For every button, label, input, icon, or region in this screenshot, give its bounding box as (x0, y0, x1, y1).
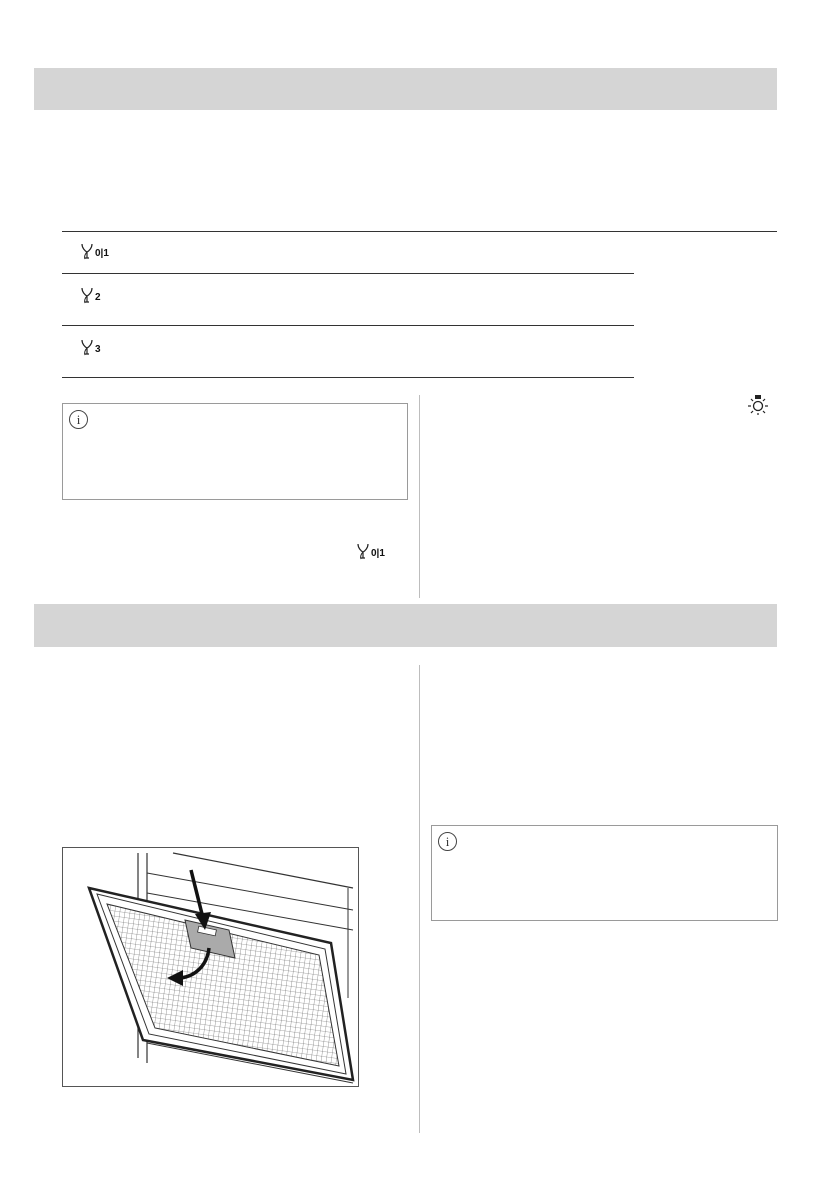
fan-speed-label: 2 (95, 292, 101, 303)
fan-speed-label: 0|1 (95, 248, 109, 259)
inline-fan-speed (356, 538, 416, 560)
fan-speed-label: 0|1 (371, 548, 385, 559)
section-header-band-2 (34, 604, 777, 647)
table-bottom-rule (62, 377, 634, 378)
column-divider (419, 395, 420, 598)
info-note-box (62, 403, 408, 500)
info-icon: i (438, 832, 457, 851)
info-note-box (431, 825, 778, 921)
light-icon (747, 394, 769, 416)
section-header-band-1 (34, 68, 777, 110)
column-divider (419, 665, 420, 1133)
table-top-rule (62, 231, 777, 232)
table-row-fan-speed-2 (80, 282, 140, 304)
grease-filter-removal-illustration (62, 847, 359, 1087)
fan-speed-icon (80, 338, 94, 356)
info-icon: i (69, 410, 88, 429)
table-row-rule (62, 273, 634, 274)
table-row-rule (62, 325, 634, 326)
fan-speed-icon (80, 286, 94, 304)
fan-speed-label: 3 (95, 344, 101, 355)
table-row-fan-speed-1 (80, 238, 140, 260)
fan-speed-icon (80, 242, 94, 260)
table-row-fan-speed-3 (80, 334, 140, 356)
fan-speed-icon (356, 542, 370, 560)
